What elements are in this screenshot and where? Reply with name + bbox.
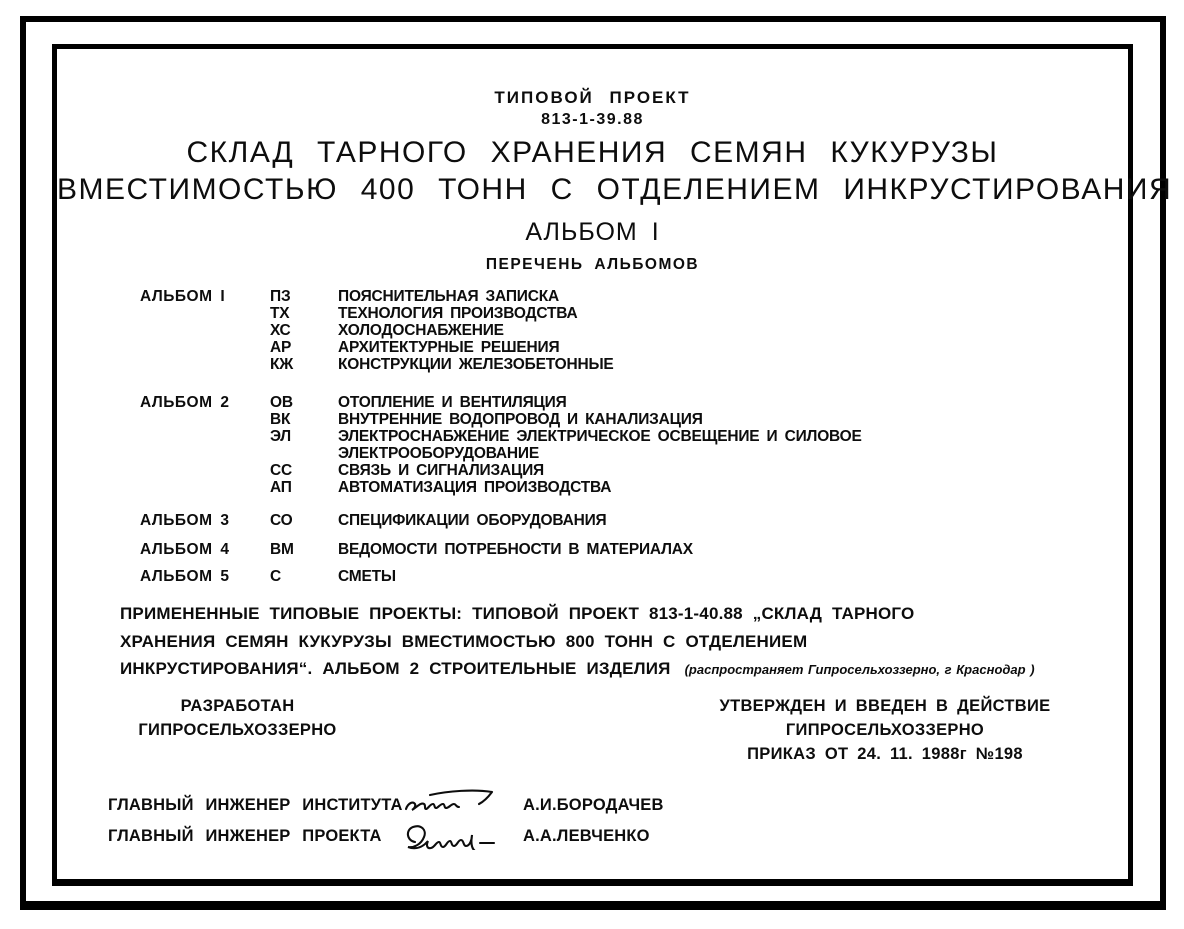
album-list-row	[140, 541, 862, 558]
section-title: КОНСТРУКЦИИ ЖЕЛЕЗОБЕТОННЫЕ	[338, 356, 614, 373]
album-list	[140, 288, 862, 585]
section-title: СПЕЦИФИКАЦИИ ОБОРУДОВАНИЯ	[338, 512, 607, 529]
section-code: АР	[270, 339, 292, 356]
signature-role: ГЛАВНЫЙ ИНЖЕНЕР ПРОЕКТА	[108, 827, 382, 845]
approved-order: ПРИКАЗ ОТ 24. 11. 1988г №198	[747, 745, 1023, 763]
note-line: ХРАНЕНИЯ СЕМЯН КУКУРУЗЫ ВМЕСТИМОСТЬЮ 800 ТОНН С ОТДЕЛЕНИЕМ	[120, 631, 808, 651]
developed-block	[105, 694, 370, 742]
approved-organization: ГИПРОСЕЛЬХОЗЗЕРНО	[785, 721, 985, 739]
section-title: ПОЯСНИТЕЛЬНАЯ ЗАПИСКА	[338, 288, 559, 305]
section-code: ВМ	[270, 541, 294, 558]
section-title: ТЕХНОЛОГИЯ ПРОИЗВОДСТВА	[338, 305, 578, 322]
section-code: ПЗ	[270, 288, 291, 305]
handwritten-signature-icon	[400, 816, 505, 850]
section-code: ОВ	[270, 394, 293, 411]
document-type: ТИПОВОЙ ПРОЕКТ	[494, 88, 691, 107]
album-list-row	[140, 428, 862, 445]
section-title: ОТОПЛЕНИЕ И ВЕНТИЛЯЦИЯ	[338, 394, 567, 411]
section-code: ЭЛ	[270, 428, 291, 445]
album-label: АЛЬБОМ I	[140, 288, 226, 305]
album-label: АЛЬБОМ 3	[140, 512, 230, 529]
section-title: ВНУТРЕННИЕ ВОДОПРОВОД И КАНАЛИЗАЦИЯ	[338, 411, 703, 428]
developed-organization: ГИПРОСЕЛЬХОЗЗЕРНО	[138, 721, 337, 739]
section-title: АРХИТЕКТУРНЫЕ РЕШЕНИЯ	[338, 339, 560, 356]
album-list-row	[140, 512, 862, 529]
section-title: АВТОМАТИЗАЦИЯ ПРОИЗВОДСТВА	[338, 479, 612, 496]
album-list-row	[140, 411, 862, 428]
main-title-line2: ВМЕСТИМОСТЬЮ 400 ТОНН С ОТДЕЛЕНИЕМ ИНКРУСТИРОВАНИЯ	[57, 173, 1173, 206]
section-code: КЖ	[270, 356, 294, 373]
signature-row-chief-engineer-project	[108, 812, 650, 846]
section-code: АП	[270, 479, 292, 496]
album-list-row	[140, 322, 862, 339]
album-list-row	[140, 394, 862, 411]
album-list-row	[140, 305, 862, 322]
section-code: ВК	[270, 411, 291, 428]
section-code: СО	[270, 512, 293, 529]
section-title: СМЕТЫ	[338, 568, 396, 585]
section-code: ТХ	[270, 305, 290, 322]
section-title: ХОЛОДОСНАБЖЕНИЕ	[338, 322, 504, 339]
main-title-line1: СКЛАД ТАРНОГО ХРАНЕНИЯ СЕМЯН КУКУРУЗЫ	[186, 136, 999, 169]
signature-name: А.А.ЛЕВЧЕНКО	[523, 827, 650, 845]
album-label: АЛЬБОМ 2	[140, 394, 230, 411]
section-title-continued: ЭЛЕКТРООБОРУДОВАНИЕ	[338, 445, 539, 462]
album-list-row	[140, 568, 862, 585]
album-list-row-continuation	[140, 445, 862, 462]
albums-list-heading: ПЕРЕЧЕНЬ АЛЬБОМОВ	[485, 256, 700, 273]
approved-label: УТВЕРЖДЕН И ВВЕДЕН В ДЕЙСТВИЕ	[719, 697, 1051, 715]
album-heading: АЛЬБОМ I	[525, 218, 660, 246]
document-number: 813-1-39.88	[541, 111, 644, 128]
album-list-row	[140, 462, 862, 479]
note-line-text: ИНКРУСТИРОВАНИЯ“. АЛЬБОМ 2 СТРОИТЕЛЬНЫЕ ИЗДЕЛИЯ	[120, 659, 671, 678]
album-list-row	[140, 356, 862, 373]
section-title: ВЕДОМОСТИ ПОТРЕБНОСТИ В МАТЕРИАЛАХ	[338, 541, 693, 558]
signature-name: А.И.БОРОДАЧЕВ	[523, 796, 664, 814]
section-title: СВЯЗЬ И СИГНАЛИЗАЦИЯ	[338, 462, 544, 479]
album-list-row	[140, 479, 862, 496]
section-code: ХС	[270, 322, 291, 339]
album-list-row	[140, 339, 862, 356]
note-line: ПРИМЕНЕННЫЕ ТИПОВЫЕ ПРОЕКТЫ: ТИПОВОЙ ПРОЕКТ 813-1-40.88 „СКЛАД ТАРНОГО	[120, 604, 915, 623]
signature-role: ГЛАВНЫЙ ИНЖЕНЕР ИНСТИТУТА	[108, 796, 403, 814]
section-code: СС	[270, 462, 292, 479]
applied-projects-note	[120, 600, 1105, 684]
section-code: С	[270, 568, 281, 585]
section-title: ЭЛЕКТРОСНАБЖЕНИЕ ЭЛЕКТРИЧЕСКОЕ ОСВЕЩЕНИЕ И СИЛОВОЕ	[338, 428, 862, 445]
album-label: АЛЬБОМ 4	[140, 541, 230, 558]
developed-label: РАЗРАБОТАН	[180, 697, 295, 715]
distribution-note: (распространяет Гипросельхоззерно, г Краснодар )	[684, 662, 1035, 677]
note-line	[120, 655, 1105, 684]
album-list-row	[140, 288, 862, 305]
album-label: АЛЬБОМ 5	[140, 568, 230, 585]
approved-block	[675, 694, 1095, 766]
signature-row-chief-engineer-institute	[108, 781, 664, 815]
